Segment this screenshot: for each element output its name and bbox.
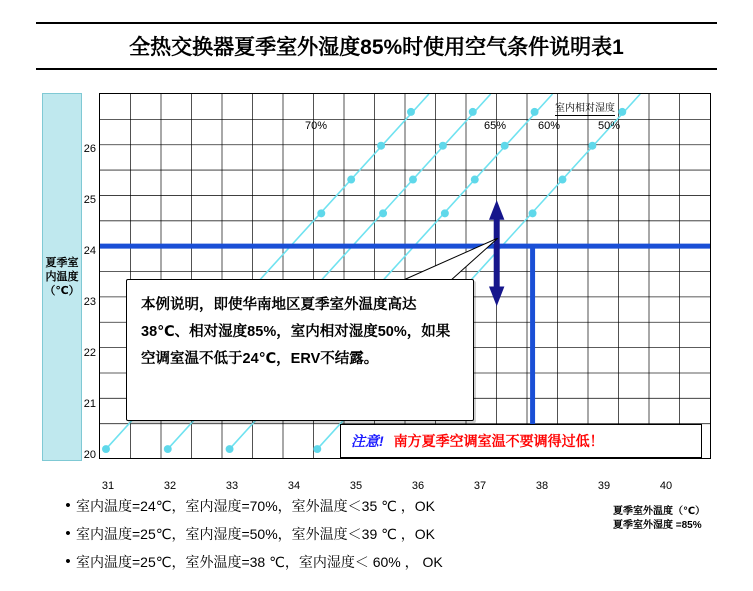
list-item-text: 室内温度=24℃，室内湿度=70%，室外温度＜35 ℃ ，OK	[76, 498, 435, 514]
y-tick-21: 21	[83, 398, 96, 410]
series-label-65: 65%	[484, 120, 507, 132]
callout-text: 本例说明，即使华南地区夏季室外温度高达38℃、相对湿度85%，室内相对湿度50%，如果空调室温不低于24℃，ERV不结露。	[141, 297, 451, 367]
y-tick-25: 25	[83, 194, 96, 206]
series-label-50: 50%	[598, 120, 621, 132]
bullet-dot-icon: •	[65, 553, 71, 570]
series-label-60: 60%	[538, 120, 561, 132]
title-band	[0, 22, 753, 70]
x-tick-38: 38	[535, 480, 549, 492]
list-item	[60, 525, 620, 543]
page-title: 全热交换器夏季室外湿度85%时使用空气条件说明表1	[129, 36, 624, 59]
bullet-dot-icon: •	[65, 525, 71, 542]
outdoor-humidity-label: 夏季室外湿度 =85%	[613, 520, 702, 531]
warning-bar	[340, 424, 702, 458]
bullet-dot-icon: •	[65, 497, 71, 514]
x-tick-40: 40	[659, 480, 673, 492]
conclusion-list	[60, 497, 620, 581]
outdoor-temp-label: 夏季室外温度（℃）	[613, 506, 706, 517]
x-tick-31: 31	[101, 480, 115, 492]
series-label-70: 70%	[305, 120, 328, 132]
y-tick-23: 23	[83, 296, 96, 308]
y-tick-26: 26	[83, 143, 96, 155]
y-tick-20: 20	[83, 449, 96, 461]
y-axis-label-text: 夏季室内温度（℃）	[44, 257, 80, 297]
warning-text: 南方夏季空调室温不要调得过低！	[393, 433, 604, 449]
x-tick-33: 33	[225, 480, 239, 492]
warning-tag: 注意!	[351, 433, 384, 449]
legend-title: 室内相对湿度	[555, 99, 615, 116]
y-tick-22: 22	[83, 347, 96, 359]
list-item-text: 室内温度=25℃，室内湿度=50%，室外温度＜39 ℃ ，OK	[76, 526, 435, 542]
x-tick-36: 36	[411, 480, 425, 492]
list-item	[60, 553, 620, 571]
y-axis-label-box	[42, 93, 82, 461]
y-tick-24: 24	[83, 245, 96, 257]
list-item-text: 室内温度=25℃，室外温度=38 ℃，室内湿度＜ 60% ， OK	[76, 554, 443, 570]
x-tick-34: 34	[287, 480, 301, 492]
x-tick-32: 32	[163, 480, 177, 492]
x-tick-37: 37	[473, 480, 487, 492]
list-item	[60, 497, 620, 515]
x-tick-35: 35	[349, 480, 363, 492]
outdoor-condition-note	[613, 505, 705, 533]
x-tick-39: 39	[597, 480, 611, 492]
callout-box	[126, 279, 474, 421]
